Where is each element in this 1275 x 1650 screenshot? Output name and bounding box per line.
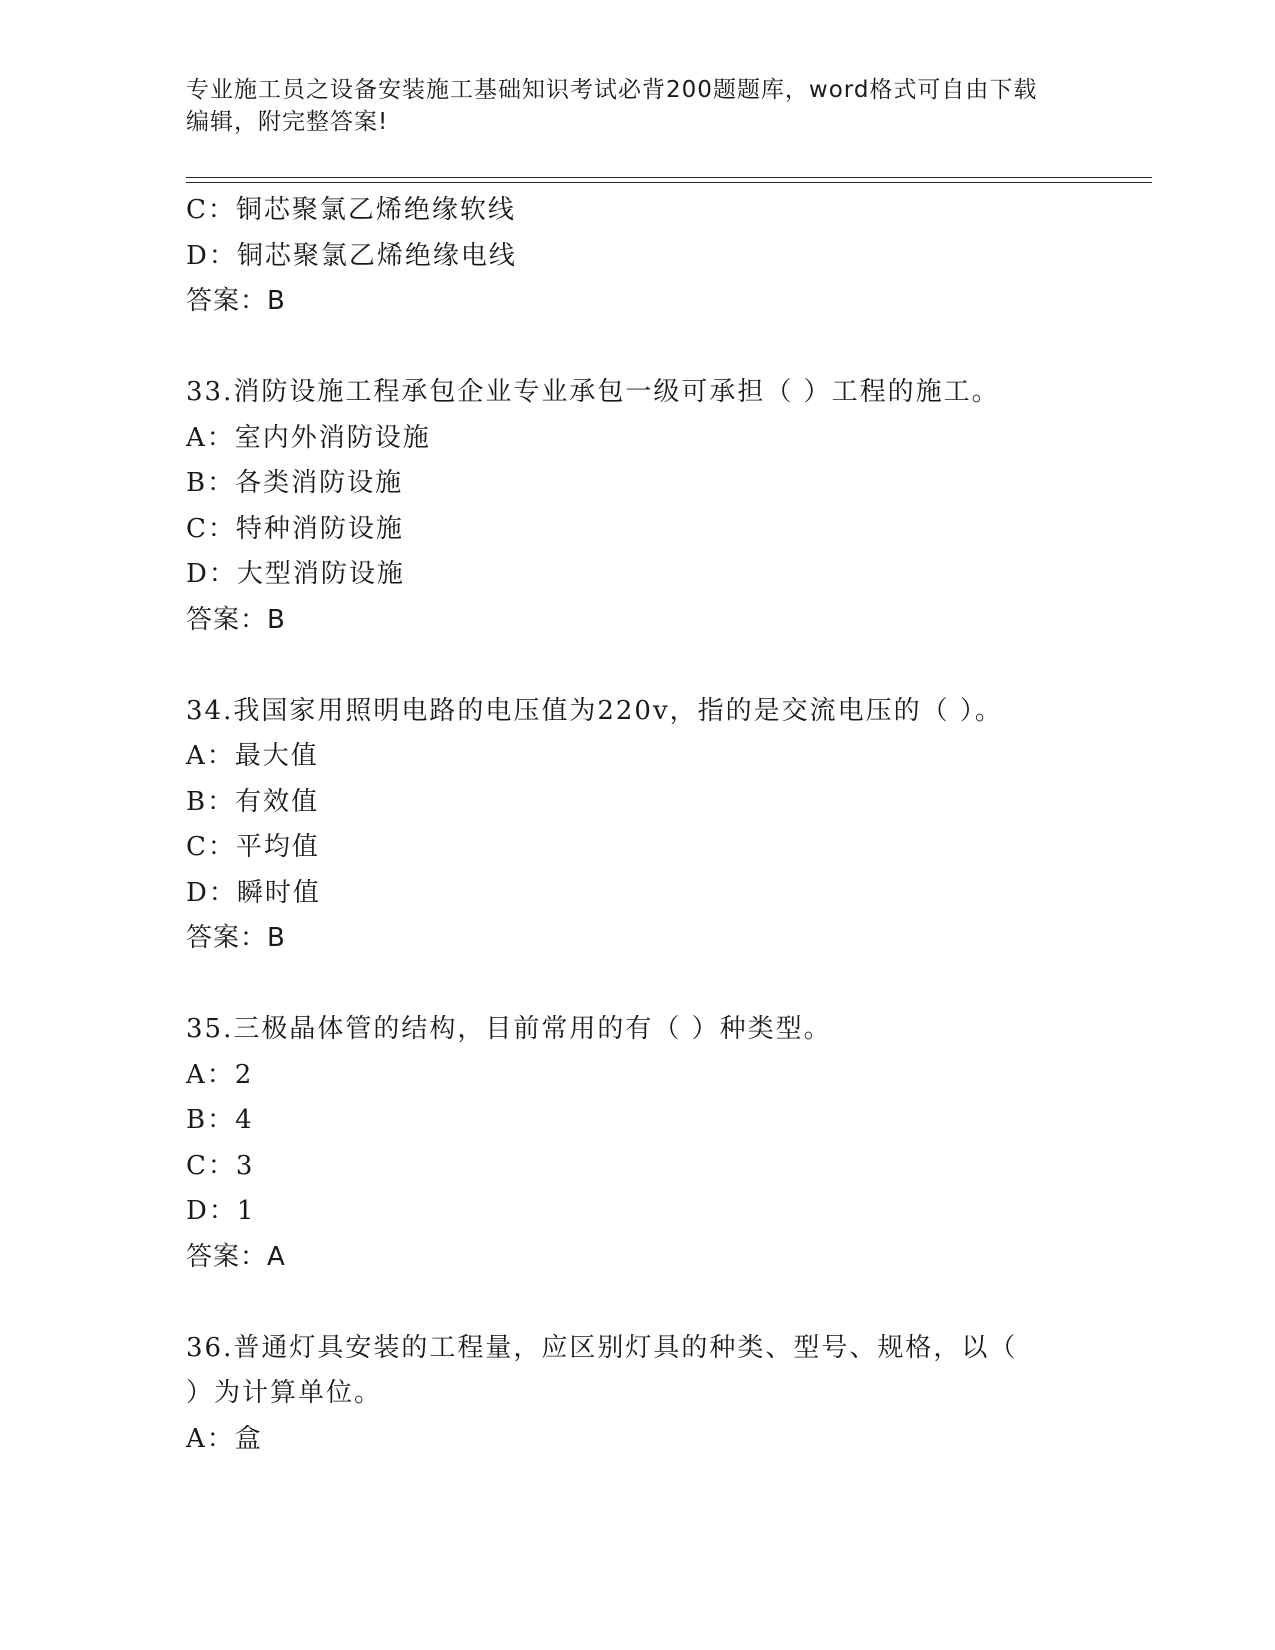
spacer	[186, 325, 1146, 371]
option-b: B：4	[186, 1105, 254, 1135]
option-d: D：瞬时值	[186, 877, 321, 908]
option-b: B：有效值	[186, 786, 320, 817]
question-36	[186, 1326, 1146, 1463]
answer-line: 答案：B	[186, 286, 286, 316]
option-a: A：盒	[186, 1423, 263, 1454]
header-line-2: 编辑，附完整答案!	[186, 109, 389, 135]
spacer	[186, 1280, 1146, 1326]
spacer	[186, 962, 1146, 1008]
question-text-line-1: 36.普通灯具安装的工程量，应区别灯具的种类、型号、规格，以（	[186, 1332, 1018, 1363]
question-text-line-2: ）为计算单位。	[186, 1378, 383, 1408]
answer-line: 答案：B	[186, 923, 286, 953]
document-header	[186, 74, 1086, 138]
question-text: 35.三极晶体管的结构，目前常用的有（ ）种类型。	[186, 1014, 832, 1044]
question-34	[186, 689, 1146, 962]
answer-line: 答案：B	[186, 604, 286, 635]
question-33	[186, 370, 1146, 643]
question-list	[186, 188, 1146, 1462]
option-c: C：平均值	[186, 832, 320, 862]
question-text: 34.我国家用照明电路的电压值为220v，指的是交流电压的（ ）。	[186, 695, 1003, 726]
option-d: D：大型消防设施	[186, 559, 405, 589]
option-a: A：室内外消防设施	[186, 422, 431, 453]
header-divider-top	[186, 177, 1152, 178]
question-32-tail	[186, 188, 1146, 325]
option-c: C：铜芯聚氯乙烯绝缘软线	[186, 195, 516, 225]
option-b: B：各类消防设施	[186, 468, 404, 498]
option-a: A：最大值	[186, 741, 319, 771]
spacer	[186, 643, 1146, 689]
header-line-1: 专业施工员之设备安装施工基础知识考试必背200题题库，word格式可自由下载	[186, 77, 1038, 103]
option-c: C：特种消防设施	[186, 513, 404, 544]
option-d: D：1	[186, 1196, 256, 1226]
option-a: A：2	[186, 1059, 254, 1090]
answer-line: 答案：A	[186, 1241, 286, 1272]
option-c: C：3	[186, 1150, 255, 1181]
header-divider-bottom	[186, 182, 1152, 183]
option-d: D：铜芯聚氯乙烯绝缘电线	[186, 240, 517, 271]
question-text: 33.消防设施工程承包企业专业承包一级可承担（ ）工程的施工。	[186, 377, 1000, 407]
question-35	[186, 1007, 1146, 1280]
